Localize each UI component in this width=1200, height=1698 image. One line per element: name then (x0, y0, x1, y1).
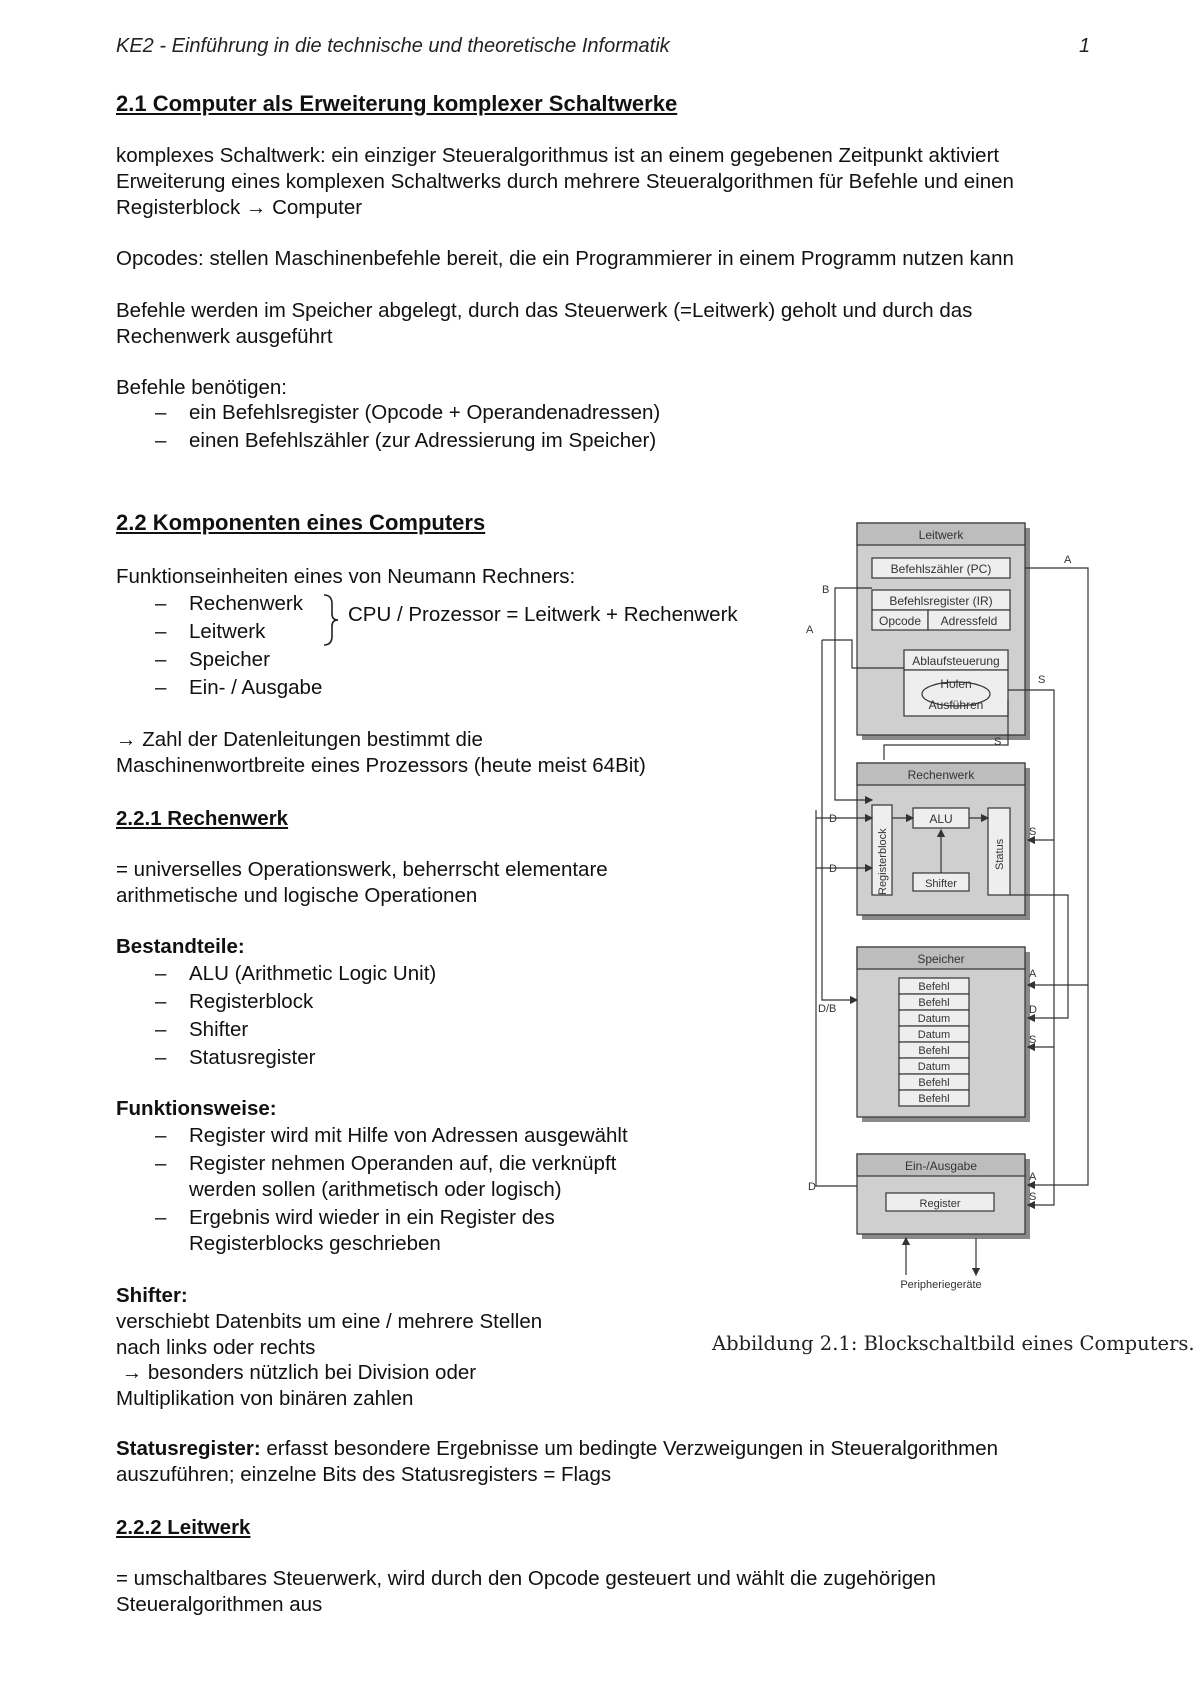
memory-cell-label: Datum (917, 1061, 951, 1073)
label-a: A (1029, 1171, 1037, 1183)
alu-label: ALU (929, 812, 953, 826)
list-item-continuation: Registerblocks geschrieben (189, 1232, 441, 1255)
rechenwerk-label: Rechenwerk (907, 768, 975, 782)
shifter-line: Multiplikation von binären zahlen (116, 1387, 414, 1410)
pc-label: Befehlszähler (PC) (890, 562, 992, 576)
paragraph-line: Befehle werden im Speicher abgelegt, durch das Steuerwerk (=Leitwerk) geholt und durch das (116, 299, 973, 322)
heading-2-2-1: 2.2.1 Rechenwerk (116, 807, 289, 830)
adressfeld-label: Adressfeld (940, 614, 998, 628)
memory-cell-label: Befehl (918, 981, 950, 993)
peripherie-label: Peripheriegeräte (900, 1279, 982, 1291)
block-diagram (805, 520, 1105, 1300)
status-label: Status (994, 838, 1006, 870)
label-d: D (829, 863, 837, 875)
holen-label: Holen (940, 677, 972, 691)
register-label: Register (919, 1198, 961, 1210)
registerblock-label: Registerblock (877, 828, 889, 895)
brace (320, 592, 342, 648)
label-s: S (994, 736, 1002, 748)
paragraph-line: Steueralgorithmen aus (116, 1593, 323, 1616)
label-a: A (806, 624, 814, 636)
leitwerk-label: Leitwerk (918, 528, 964, 542)
memory-cell-label: Befehl (918, 1093, 950, 1105)
bestandteile-label: Bestandteile: (116, 935, 245, 958)
speicher-label: Speicher (917, 952, 965, 966)
paragraph-line: = universelles Operationswerk, beherrscht elementare (116, 858, 608, 881)
memory-cell-label: Befehl (918, 1077, 950, 1089)
shifter-line: nach links oder rechts (116, 1336, 316, 1359)
label-b: B (822, 584, 830, 596)
label-s: S (1029, 1034, 1037, 1046)
paragraph-line: komplexes Schaltwerk: ein einziger Steueralgorithmus ist an einem gegebenen Zeitpunkt aktiviert (116, 144, 1000, 167)
ir-label: Befehlsregister (IR) (889, 594, 993, 608)
memory-cell-label: Befehl (918, 1045, 950, 1057)
label-a: A (1029, 968, 1037, 980)
label-a: A (1064, 554, 1072, 566)
paragraph-line: auszuführen; einzelne Bits des Statusregisters = Flags (116, 1463, 612, 1486)
statusregister-paragraph: Statusregister: erfasst besondere Ergebnisse um bedingte Verzweigungen in Steueralgorithmen (116, 1437, 999, 1460)
shifter-line: verschiebt Datenbits um eine / mehrere Stellen (116, 1310, 543, 1333)
io-label: Ein-/Ausgabe (904, 1159, 978, 1173)
memory-cell-label: Befehl (918, 997, 950, 1009)
ablauf-label: Ablaufsteuerung (912, 654, 1000, 668)
heading-2-2: 2.2 Komponenten eines Computers (116, 510, 486, 535)
page-number: 1 (1079, 35, 1091, 57)
label-d: D (808, 1181, 816, 1193)
paragraph-line: Maschinenwortbreite eines Prozessors (heute meist 64Bit) (116, 754, 646, 777)
paragraph-line: Registerblock → Computer (116, 196, 363, 219)
paragraph-line: → Zahl der Datenleitungen bestimmt die (116, 728, 483, 751)
shifter-label: Shifter: (116, 1284, 188, 1307)
opcode-label: Opcode (878, 614, 922, 628)
figure-caption: Abbildung 2.1: Blockschaltbild eines Computers. (712, 1332, 1195, 1355)
heading-2-2-2: 2.2.2 Leitwerk (116, 1516, 251, 1539)
label-d: D (1029, 1004, 1037, 1016)
memory-cell-label: Datum (917, 1029, 951, 1041)
shifter-line: → besonders nützlich bei Division oder (116, 1361, 477, 1384)
shifter-diagram-label: Shifter (925, 878, 957, 890)
paragraph-line: Erweiterung eines komplexen Schaltwerks durch mehrere Steueralgorithmen für Befehle und einen (116, 170, 1014, 193)
paragraph-line: arithmetische und logische Operationen (116, 884, 478, 907)
label-db: D/B (818, 1003, 837, 1015)
heading-2-1: 2.1 Computer als Erweiterung komplexer Schaltwerke (116, 91, 678, 116)
paragraph-befehle: Befehle benötigen: (116, 376, 287, 399)
paragraph-opcodes: Opcodes: stellen Maschinenbefehle bereit, die ein Programmierer in einem Programm nutzen kann (116, 247, 1014, 270)
paragraph-line: = umschaltbares Steuerwerk, wird durch den Opcode gesteuert und wählt die zugehörigen (116, 1567, 936, 1590)
paragraph-intro: Funktionseinheiten eines von Neumann Rechners: (116, 565, 576, 588)
label-d: D (829, 813, 837, 825)
header-title: KE2 - Einführung in die technische und theoretische Informatik (116, 35, 670, 57)
cpu-note: CPU / Prozessor = Leitwerk + Rechenwerk (348, 603, 738, 626)
funktionsweise-label: Funktionsweise: (116, 1097, 277, 1120)
paragraph-line: Rechenwerk ausgeführt (116, 325, 333, 348)
ausfuehren-label: Ausführen (928, 698, 984, 712)
label-s: S (1038, 674, 1046, 686)
list-item-continuation: werden sollen (arithmetisch oder logisch) (189, 1178, 562, 1201)
label-s: S (1029, 1191, 1037, 1203)
memory-cell-label: Datum (917, 1013, 951, 1025)
label-s: S (1029, 826, 1037, 838)
